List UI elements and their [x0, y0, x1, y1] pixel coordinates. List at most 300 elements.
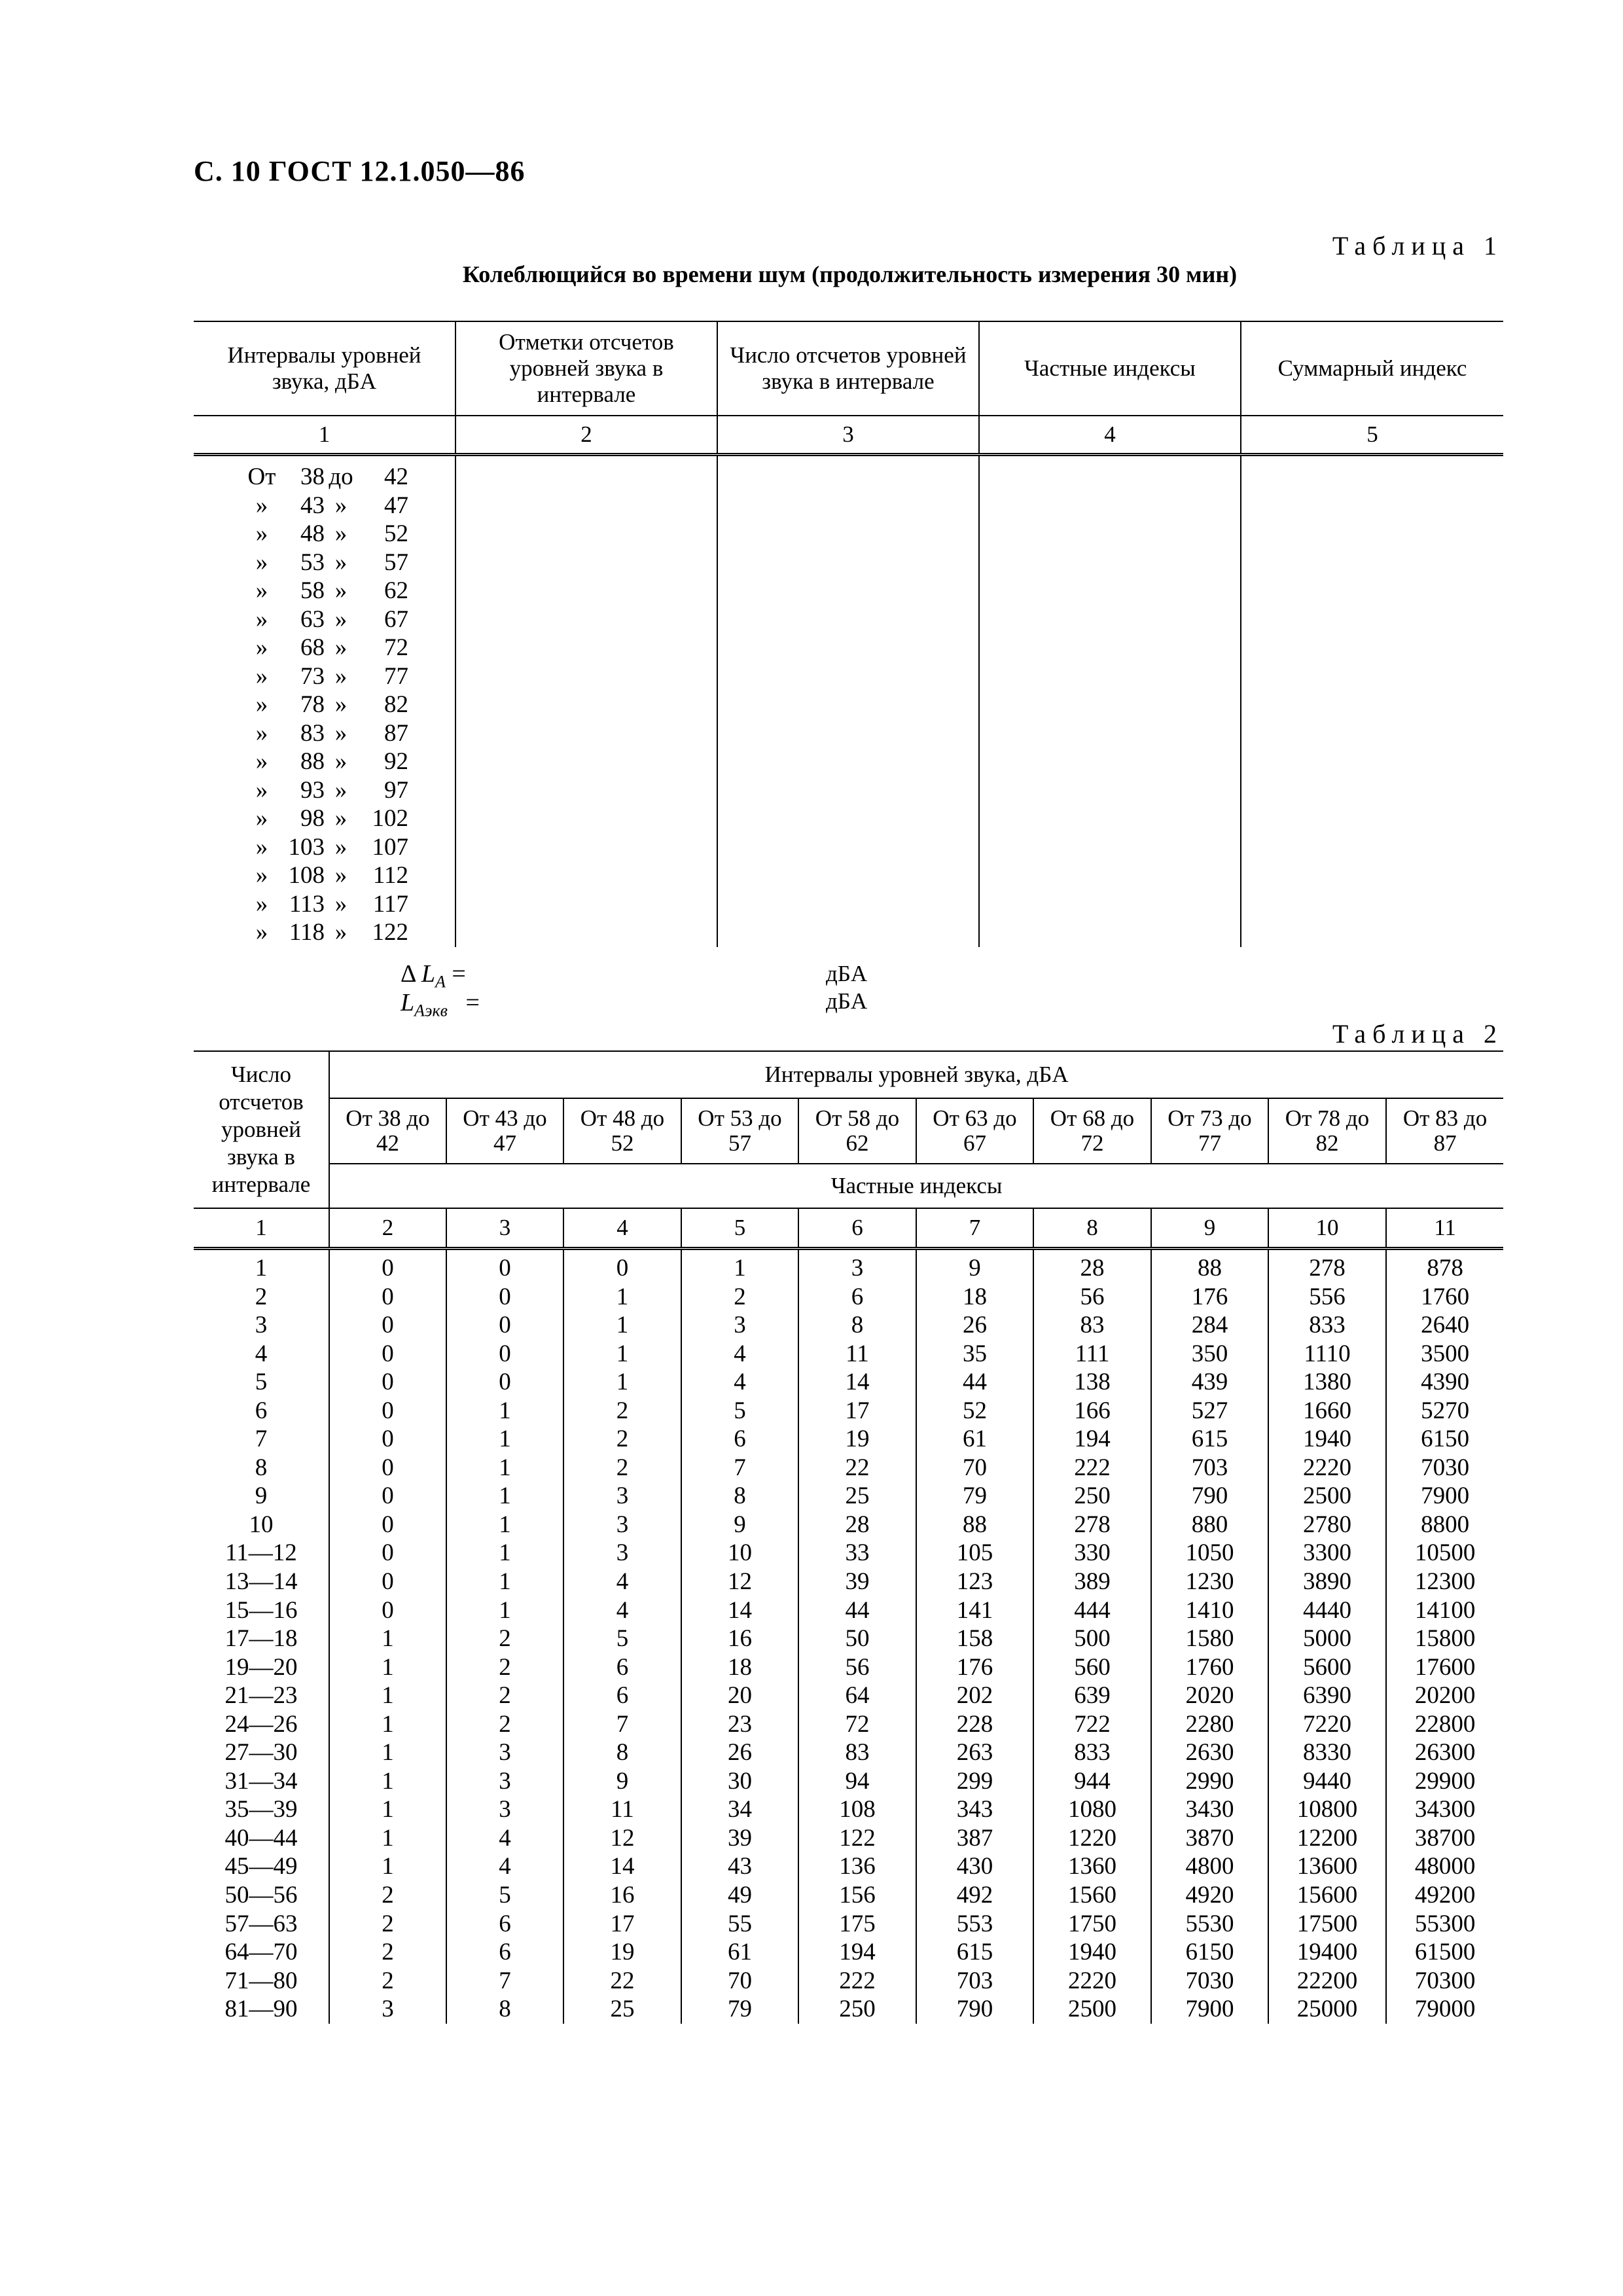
formula-delta-la	[401, 960, 466, 992]
index-cell: 3	[563, 1511, 681, 1539]
table1-header-partial-indices: Частные индексы	[979, 321, 1241, 416]
index-cell: 5	[681, 1397, 798, 1426]
index-cell: 39	[798, 1568, 916, 1596]
index-cell: 2780	[1268, 1511, 1386, 1539]
index-cell: 39	[681, 1824, 798, 1853]
interval-to: 97	[384, 776, 408, 804]
interval-to: 82	[384, 691, 408, 718]
interval-from: 78	[300, 691, 325, 718]
interval-to: 72	[384, 634, 408, 661]
interval-row	[194, 890, 455, 919]
interval-upper: 52	[611, 1130, 634, 1156]
index-cell: 122	[798, 1824, 916, 1853]
table-row	[194, 1511, 1503, 1539]
index-cell: 444	[1033, 1596, 1151, 1625]
page-header: С. 10 ГОСТ 12.1.050—86	[194, 155, 526, 187]
index-cell: 8	[563, 1738, 681, 1767]
index-cell: 2	[446, 1653, 563, 1682]
count-cell: 13—14	[224, 1568, 298, 1596]
interval-prefix: »	[255, 919, 268, 946]
index-cell: 22200	[1268, 1967, 1386, 1996]
count-cell: 2	[255, 1283, 268, 1310]
index-cell: 3300	[1268, 1539, 1386, 1568]
interval-label: От 53 до	[698, 1105, 782, 1131]
index-cell: 833	[1268, 1311, 1386, 1340]
interval-prefix: »	[255, 776, 268, 804]
index-cell: 1580	[1151, 1624, 1268, 1653]
index-cell: 1940	[1033, 1938, 1151, 1967]
table-row	[194, 1425, 1503, 1454]
index-cell: 3430	[1151, 1795, 1268, 1824]
index-cell: 3890	[1268, 1568, 1386, 1596]
interval-upper: 57	[728, 1130, 751, 1156]
index-cell: 527	[1151, 1397, 1268, 1426]
index-cell: 722	[1033, 1710, 1151, 1739]
index-cell: 111	[1033, 1340, 1151, 1369]
interval-from: 68	[300, 634, 325, 661]
index-cell: 18	[681, 1653, 798, 1682]
index-cell: 166	[1033, 1397, 1151, 1426]
index-cell: 194	[798, 1938, 916, 1967]
interval-joiner: »	[334, 605, 348, 633]
index-cell: 639	[1033, 1681, 1151, 1710]
interval-from: 103	[288, 833, 325, 861]
index-cell: 615	[916, 1938, 1033, 1967]
interval-row	[194, 634, 455, 662]
interval-joiner: »	[334, 805, 348, 832]
index-cell: 70	[916, 1454, 1033, 1482]
index-cell: 6	[563, 1681, 681, 1710]
count-cell: 24—26	[224, 1710, 298, 1738]
table-row	[194, 1624, 1503, 1653]
table2-interval-header	[563, 1098, 681, 1164]
interval-from: 63	[300, 605, 325, 633]
index-cell: 0	[329, 1511, 446, 1539]
index-cell: 1560	[1033, 1881, 1151, 1910]
index-cell: 4800	[1151, 1852, 1268, 1881]
interval-from: 43	[300, 492, 325, 519]
index-cell: 6	[446, 1938, 563, 1967]
index-cell: 20	[681, 1681, 798, 1710]
index-cell: 880	[1151, 1511, 1268, 1539]
index-cell: 0	[329, 1283, 446, 1312]
index-cell: 79000	[1386, 1995, 1503, 2024]
interval-to: 52	[384, 520, 408, 547]
index-cell: 4	[446, 1824, 563, 1853]
count-cell: 81—90	[224, 1996, 298, 2023]
index-cell: 10	[681, 1539, 798, 1568]
index-cell: 17500	[1268, 1910, 1386, 1939]
index-cell: 0	[329, 1311, 446, 1340]
table-row	[194, 1340, 1503, 1369]
count-cell: 19—20	[224, 1653, 298, 1681]
index-cell: 28	[1033, 1249, 1151, 1283]
interval-to: 57	[384, 548, 408, 576]
index-cell: 2	[329, 1938, 446, 1967]
index-cell: 278	[1268, 1249, 1386, 1283]
count-cell: 57—63	[224, 1910, 298, 1937]
index-cell: 14	[563, 1852, 681, 1881]
count-cell: 27—30	[224, 1739, 298, 1767]
table1-header-intervals: Интервалы уровней звука, дБA	[194, 321, 455, 416]
index-cell: 790	[916, 1995, 1033, 2024]
index-cell: 64	[798, 1681, 916, 1710]
index-cell: 44	[916, 1368, 1033, 1397]
interval-to: 77	[384, 662, 408, 690]
index-cell: 2020	[1151, 1681, 1268, 1710]
table1-column-number: 1	[194, 416, 455, 455]
index-cell: 4	[563, 1596, 681, 1625]
table-row	[194, 1368, 1503, 1397]
interval-to: 112	[372, 862, 408, 889]
interval-from: 38	[300, 463, 325, 490]
index-cell: 17	[563, 1910, 681, 1939]
index-cell: 94	[798, 1767, 916, 1796]
interval-upper: 47	[493, 1130, 516, 1156]
index-cell: 4	[446, 1852, 563, 1881]
index-cell: 5270	[1386, 1397, 1503, 1426]
index-cell: 61	[681, 1938, 798, 1967]
interval-upper: 72	[1080, 1130, 1104, 1156]
table1	[194, 321, 1503, 947]
index-cell: 3	[446, 1795, 563, 1824]
interval-label: От 78 до	[1285, 1105, 1370, 1131]
index-cell: 2640	[1386, 1311, 1503, 1340]
table1-empty-cell	[455, 455, 717, 947]
index-cell: 1	[329, 1852, 446, 1881]
interval-row	[194, 577, 455, 605]
index-cell: 33	[798, 1539, 916, 1568]
index-cell: 48000	[1386, 1852, 1503, 1881]
index-cell: 2220	[1268, 1454, 1386, 1482]
formula-la-eq	[401, 988, 480, 1021]
interval-to: 92	[384, 748, 408, 775]
index-cell: 250	[1033, 1482, 1151, 1511]
index-cell: 35	[916, 1340, 1033, 1369]
interval-joiner: »	[334, 520, 348, 547]
interval-row	[194, 861, 455, 890]
index-cell: 202	[916, 1681, 1033, 1710]
table1-empty-cell	[979, 455, 1241, 947]
table2-column-number: 8	[1033, 1208, 1151, 1249]
index-cell: 49200	[1386, 1881, 1503, 1910]
index-cell: 1050	[1151, 1539, 1268, 1568]
formula-unit: дБA	[826, 988, 868, 1014]
index-cell: 1	[329, 1738, 446, 1767]
index-cell: 7	[681, 1454, 798, 1482]
index-cell: 6	[446, 1910, 563, 1939]
count-cell: 40—44	[224, 1824, 298, 1852]
count-cell: 4	[255, 1340, 268, 1367]
index-cell: 615	[1151, 1425, 1268, 1454]
index-cell: 2	[446, 1624, 563, 1653]
index-cell: 1110	[1268, 1340, 1386, 1369]
index-cell: 1940	[1268, 1425, 1386, 1454]
formula-unit: дБA	[826, 961, 868, 986]
interval-from: 118	[289, 919, 325, 946]
index-cell: 2630	[1151, 1738, 1268, 1767]
index-cell: 250	[798, 1995, 916, 2024]
index-cell: 387	[916, 1824, 1033, 1853]
interval-row	[194, 605, 455, 634]
index-cell: 15800	[1386, 1624, 1503, 1653]
table1-column-number: 4	[979, 416, 1241, 455]
table-row	[194, 1967, 1503, 1996]
interval-from: 53	[300, 548, 325, 576]
count-cell: 9	[255, 1482, 268, 1510]
index-cell: 26	[681, 1738, 798, 1767]
table1-header-marks: Отметки отсчетов уровней звука в интервале	[455, 321, 717, 416]
index-cell: 55	[681, 1910, 798, 1939]
index-cell: 5	[446, 1881, 563, 1910]
table-row	[194, 1454, 1503, 1482]
interval-joiner: »	[334, 634, 348, 661]
table-row	[194, 1596, 1503, 1625]
table1-empty-cell	[717, 455, 979, 947]
index-cell: 1	[329, 1710, 446, 1739]
index-cell: 3870	[1151, 1824, 1268, 1853]
index-cell: 123	[916, 1568, 1033, 1596]
formula-symbol: L	[401, 989, 415, 1016]
table-row	[194, 1311, 1503, 1340]
index-cell: 55300	[1386, 1910, 1503, 1939]
count-cell: 64—70	[224, 1939, 298, 1966]
interval-joiner: »	[334, 691, 348, 718]
index-cell: 3	[446, 1767, 563, 1796]
count-cell: 50—56	[224, 1882, 298, 1909]
index-cell: 9	[681, 1511, 798, 1539]
index-cell: 4390	[1386, 1368, 1503, 1397]
index-cell: 228	[916, 1710, 1033, 1739]
index-cell: 278	[1033, 1511, 1151, 1539]
index-cell: 2	[681, 1283, 798, 1312]
index-cell: 263	[916, 1738, 1033, 1767]
index-cell: 1760	[1386, 1283, 1503, 1312]
index-cell: 222	[798, 1967, 916, 1996]
index-cell: 0	[329, 1539, 446, 1568]
interval-label: От 63 до	[933, 1105, 1017, 1131]
interval-to: 107	[372, 833, 408, 861]
index-cell: 330	[1033, 1539, 1151, 1568]
index-cell: 52	[916, 1397, 1033, 1426]
interval-row	[194, 548, 455, 577]
index-cell: 1750	[1033, 1910, 1151, 1939]
interval-from: 88	[300, 748, 325, 775]
interval-row	[194, 463, 455, 492]
interval-prefix: »	[255, 833, 268, 861]
count-cell: 21—23	[224, 1682, 298, 1710]
index-cell: 26300	[1386, 1738, 1503, 1767]
interval-to: 67	[384, 605, 408, 633]
interval-from: 93	[300, 776, 325, 804]
interval-to: 87	[384, 719, 408, 747]
index-cell: 3	[329, 1995, 446, 2024]
index-cell: 1	[563, 1368, 681, 1397]
index-cell: 8330	[1268, 1738, 1386, 1767]
index-cell: 79	[681, 1995, 798, 2024]
count-cell: 3	[255, 1312, 268, 1339]
index-cell: 5000	[1268, 1624, 1386, 1653]
interval-label: От 83 до	[1402, 1105, 1488, 1131]
index-cell: 1	[329, 1795, 446, 1824]
index-cell: 175	[798, 1910, 916, 1939]
table-row	[194, 1710, 1503, 1739]
index-cell: 34300	[1386, 1795, 1503, 1824]
count-cell: 31—34	[224, 1767, 298, 1795]
table2	[194, 1050, 1503, 2024]
table2-interval-header	[1033, 1098, 1151, 1164]
index-cell: 439	[1151, 1368, 1268, 1397]
index-cell: 2990	[1151, 1767, 1268, 1796]
index-cell: 0	[329, 1596, 446, 1625]
index-cell: 1	[446, 1596, 563, 1625]
count-cell: 6	[255, 1397, 268, 1424]
count-cell: 17—18	[224, 1625, 298, 1653]
interval-upper: 62	[846, 1130, 869, 1156]
interval-prefix: »	[255, 577, 268, 604]
interval-prefix: »	[255, 634, 268, 661]
index-cell: 430	[916, 1852, 1033, 1881]
index-cell: 3	[798, 1249, 916, 1283]
index-cell: 14	[798, 1368, 916, 1397]
index-cell: 3	[681, 1311, 798, 1340]
table2-interval-header	[1151, 1098, 1268, 1164]
interval-row	[194, 747, 455, 776]
index-cell: 9	[916, 1249, 1033, 1283]
index-cell: 5600	[1268, 1653, 1386, 1682]
table-row	[194, 1568, 1503, 1596]
interval-joiner: »	[334, 890, 348, 918]
table2-interval-header	[446, 1098, 563, 1164]
index-cell: 158	[916, 1624, 1033, 1653]
interval-prefix: »	[255, 691, 268, 718]
index-cell: 560	[1033, 1653, 1151, 1682]
table1-column-number: 5	[1241, 416, 1503, 455]
index-cell: 4	[681, 1340, 798, 1369]
count-cell: 45—49	[224, 1853, 298, 1880]
interval-prefix: »	[255, 605, 268, 633]
interval-row	[194, 719, 455, 748]
interval-joiner: »	[334, 662, 348, 690]
count-cell: 10	[249, 1511, 274, 1538]
index-cell: 1	[329, 1681, 446, 1710]
table-row	[194, 1995, 1503, 2024]
index-cell: 8	[798, 1311, 916, 1340]
index-cell: 1230	[1151, 1568, 1268, 1596]
table-row	[194, 1852, 1503, 1881]
formula-subscript: A	[435, 972, 446, 992]
index-cell: 878	[1386, 1249, 1503, 1283]
index-cell: 1380	[1268, 1368, 1386, 1397]
index-cell: 500	[1033, 1624, 1151, 1653]
interval-upper: 87	[1433, 1130, 1457, 1156]
table2-interval-header	[916, 1098, 1033, 1164]
index-cell: 176	[1151, 1283, 1268, 1312]
index-cell: 350	[1151, 1340, 1268, 1369]
index-cell: 1	[563, 1311, 681, 1340]
table2-header-partial-indices: Частные индексы	[329, 1164, 1503, 1208]
table2-header-intervals: Интервалы уровней звука, дБA	[329, 1051, 1503, 1098]
interval-label: От 73 до	[1168, 1105, 1252, 1131]
index-cell: 389	[1033, 1568, 1151, 1596]
table1-column-number: 3	[717, 416, 979, 455]
index-cell: 17	[798, 1397, 916, 1426]
interval-to: 42	[384, 463, 408, 490]
index-cell: 4920	[1151, 1881, 1268, 1910]
index-cell: 7	[446, 1967, 563, 1996]
index-cell: 25	[563, 1995, 681, 2024]
index-cell: 2	[446, 1681, 563, 1710]
table-row	[194, 1910, 1503, 1939]
interval-row	[194, 804, 455, 833]
index-cell: 88	[1151, 1249, 1268, 1283]
index-cell: 1	[446, 1454, 563, 1482]
interval-row	[194, 520, 455, 548]
formula-symbol: L	[421, 960, 435, 988]
index-cell: 1	[446, 1482, 563, 1511]
interval-joiner: »	[334, 548, 348, 576]
index-cell: 15600	[1268, 1881, 1386, 1910]
index-cell: 136	[798, 1852, 916, 1881]
index-cell: 1	[446, 1425, 563, 1454]
index-cell: 14100	[1386, 1596, 1503, 1625]
count-cell: 71—80	[224, 1967, 298, 1994]
index-cell: 11	[798, 1340, 916, 1369]
index-cell: 7030	[1151, 1967, 1268, 1996]
table2-interval-header	[798, 1098, 916, 1164]
index-cell: 0	[446, 1249, 563, 1283]
index-cell: 7900	[1151, 1995, 1268, 2024]
interval-label: От 43 до	[463, 1105, 547, 1131]
index-cell: 17600	[1386, 1653, 1503, 1682]
index-cell: 2220	[1033, 1967, 1151, 1996]
index-cell: 8	[446, 1995, 563, 2024]
index-cell: 0	[329, 1568, 446, 1596]
table2-header-count: Число отсчетов уровней звука в интервале	[194, 1051, 329, 1208]
table2-column-number: 4	[563, 1208, 681, 1249]
index-cell: 20200	[1386, 1681, 1503, 1710]
index-cell: 492	[916, 1881, 1033, 1910]
index-cell: 0	[329, 1425, 446, 1454]
table2-column-number: 11	[1386, 1208, 1503, 1249]
index-cell: 7	[563, 1710, 681, 1739]
index-cell: 13600	[1268, 1852, 1386, 1881]
index-cell: 72	[798, 1710, 916, 1739]
interval-joiner: »	[334, 748, 348, 775]
index-cell: 141	[916, 1596, 1033, 1625]
table2-interval-header	[1386, 1098, 1503, 1164]
index-cell: 61500	[1386, 1938, 1503, 1967]
table1-interval-cell	[194, 455, 455, 947]
index-cell: 944	[1033, 1767, 1151, 1796]
index-cell: 12300	[1386, 1568, 1503, 1596]
index-cell: 343	[916, 1795, 1033, 1824]
interval-to: 62	[384, 577, 408, 604]
index-cell: 1	[329, 1824, 446, 1853]
table-row	[194, 1539, 1503, 1568]
index-cell: 108	[798, 1795, 916, 1824]
table1-title: Колеблющийся во времени шум (продолжительность измерения 30 мин)	[462, 261, 1238, 287]
index-cell: 70	[681, 1967, 798, 1996]
interval-upper: 82	[1315, 1130, 1339, 1156]
index-cell: 10800	[1268, 1795, 1386, 1824]
interval-label: От 68 до	[1050, 1105, 1135, 1131]
index-cell: 1220	[1033, 1824, 1151, 1853]
index-cell: 156	[798, 1881, 916, 1910]
index-cell: 2	[446, 1710, 563, 1739]
index-cell: 22	[563, 1967, 681, 1996]
formula-subscript: Aэкв	[414, 1001, 448, 1020]
